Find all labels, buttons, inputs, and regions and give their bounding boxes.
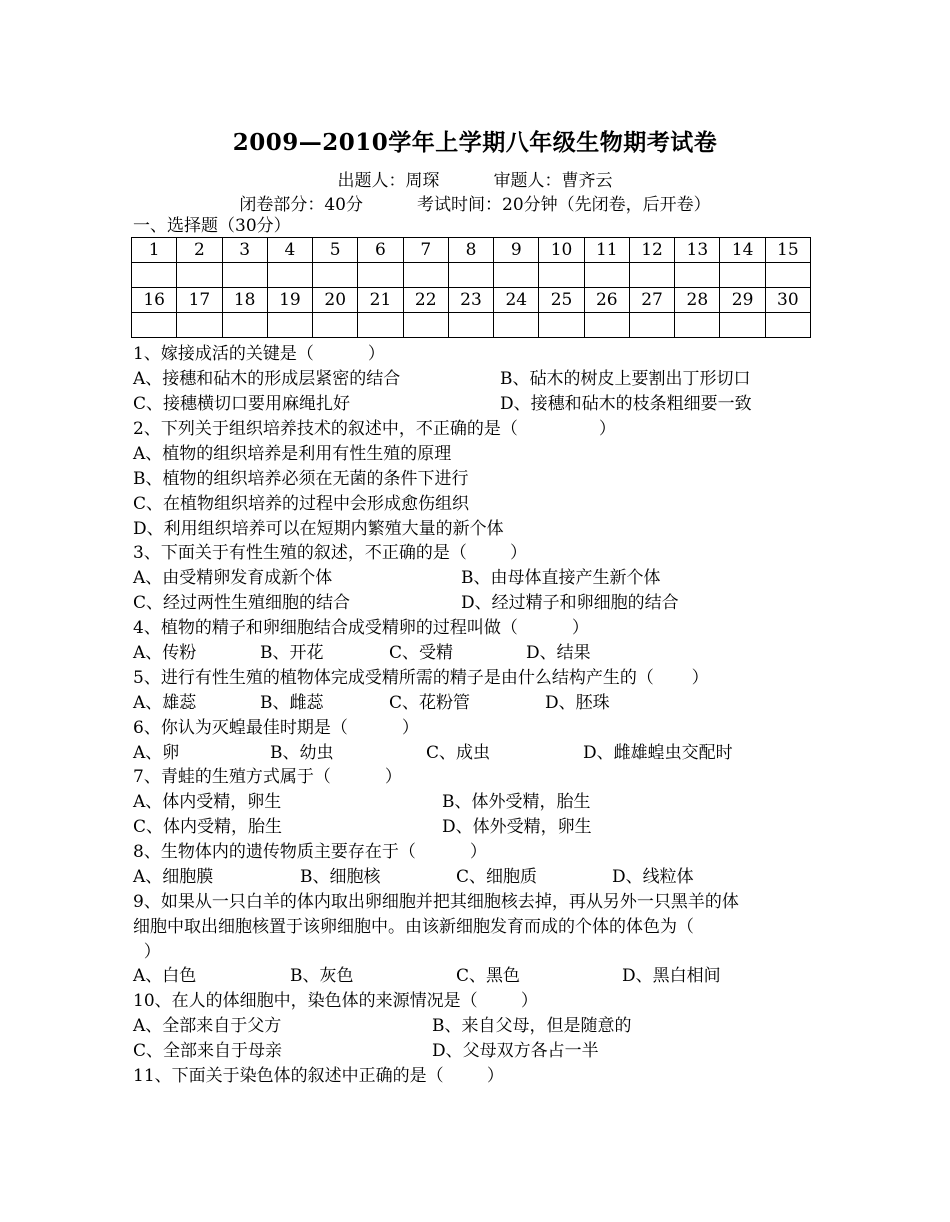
answer-number-cell: 25 [539,288,584,313]
option-a: A、传粉 [133,643,197,663]
option-c: C、经过两性生殖细胞的结合 [133,593,351,613]
answer-blank-cell[interactable] [222,313,267,338]
answer-number-cell: 17 [177,288,222,313]
question-stem-line: ） [133,942,161,962]
answer-blank-row [132,263,811,288]
question-stem: 10、在人的体细胞中，染色体的来源情况是（ ） [133,991,538,1011]
option-d: D、接穗和砧木的枝条粗细要一致 [500,394,752,414]
answer-blank-cell[interactable] [539,313,584,338]
answer-blank-cell[interactable] [675,313,720,338]
answer-number-cell: 6 [358,238,403,263]
option-b: B、雌蕊 [260,693,324,713]
exam-meta-line: 闭卷部分：40分 考试时间：20分钟（先闭卷，后开卷） [239,195,711,215]
answer-blank-cell[interactable] [132,263,177,288]
option-b: B、来自父母，但是随意的 [432,1016,632,1036]
answer-blank-cell[interactable] [629,313,674,338]
option-b: B、体外受精，胎生 [442,792,591,812]
option-d: D、父母双方各占一半 [432,1041,599,1061]
option-b: B、植物的组织培养必须在无菌的条件下进行 [133,469,469,489]
option-a: A、由受精卵发育成新个体 [133,568,333,588]
answer-number-row [132,238,811,263]
answer-number-cell: 15 [765,238,810,263]
answer-number-cell: 16 [132,288,177,313]
answer-number-cell: 18 [222,288,267,313]
answer-number-cell: 19 [267,288,312,313]
option-a: A、雄蕊 [133,693,197,713]
answer-blank-cell[interactable] [267,263,312,288]
option-b: B、灰色 [290,966,354,986]
option-c: C、细胞质 [456,867,538,887]
option-d: D、线粒体 [612,867,694,887]
answer-number-cell: 30 [765,288,810,313]
answer-blank-cell[interactable] [177,263,222,288]
answer-number-row [132,288,811,313]
option-c: C、成虫 [426,743,491,763]
option-b: B、开花 [260,643,324,663]
page-title: 2009—2010学年上学期八年级生物期考试卷 [232,129,718,156]
question-stem: 11、下面关于染色体的叙述中正确的是（ ） [133,1066,504,1086]
answer-blank-cell[interactable] [494,313,539,338]
option-d: D、黑白相间 [622,966,721,986]
answer-number-cell: 10 [539,238,584,263]
answer-blank-cell[interactable] [313,263,358,288]
question-stem: 7、青蛙的生殖方式属于（ ） [133,767,402,787]
option-d: D、体外受精，卵生 [442,817,592,837]
answer-number-cell: 24 [494,288,539,313]
answer-number-cell: 20 [313,288,358,313]
answer-blank-row [132,313,811,338]
answer-number-cell: 27 [629,288,674,313]
option-c: C、在植物组织培养的过程中会形成愈伤组织 [133,494,470,514]
answer-blank-cell[interactable] [629,263,674,288]
answer-number-cell: 14 [720,238,765,263]
answer-number-cell: 26 [584,288,629,313]
option-a: A、全部来自于父方 [133,1016,282,1036]
option-a: A、体内受精，卵生 [133,792,282,812]
option-c: C、黑色 [456,966,521,986]
answer-blank-cell[interactable] [448,263,493,288]
setters-line: 出题人：周琛 审题人：曹齐云 [337,171,613,191]
option-d: D、雌雄蝗虫交配时 [583,743,733,763]
answer-blank-cell[interactable] [358,313,403,338]
answer-blank-cell[interactable] [403,313,448,338]
answer-number-cell: 1 [132,238,177,263]
answer-number-cell: 28 [675,288,720,313]
answer-blank-cell[interactable] [177,313,222,338]
answer-number-cell: 9 [494,238,539,263]
answer-blank-cell[interactable] [765,263,810,288]
question-stem: 6、你认为灭蝗最佳时期是（ ） [133,718,419,738]
question-stem: 3、下面关于有性生殖的叙述，不正确的是（ ） [133,543,528,563]
option-b: B、细胞核 [300,867,381,887]
option-c: C、受精 [389,643,454,663]
option-b: B、砧木的树皮上要割出丁形切口 [500,369,751,389]
question-stem: 8、生物体内的遗传物质主要存在于（ ） [133,842,487,862]
answer-number-cell: 29 [720,288,765,313]
answer-blank-cell[interactable] [675,263,720,288]
answer-blank-cell[interactable] [403,263,448,288]
option-d: D、结果 [526,643,591,663]
answer-number-cell: 3 [222,238,267,263]
answer-number-cell: 11 [584,238,629,263]
option-a: A、细胞膜 [133,867,214,887]
answer-blank-cell[interactable] [584,313,629,338]
question-stem-line: 细胞中取出细胞核置于该卵细胞中。由该新细胞发育而成的个体的体色为（ [133,917,694,937]
answer-number-cell: 12 [629,238,674,263]
option-c: C、接穗横切口要用麻绳扎好 [133,394,351,414]
answer-number-cell: 7 [403,238,448,263]
answer-blank-cell[interactable] [765,313,810,338]
option-c: C、全部来自于母亲 [133,1041,283,1061]
question-stem: 4、植物的精子和卵细胞结合成受精卵的过程叫做（ ） [133,618,589,638]
question-stem: 5、进行有性生殖的植物体完成受精所需的精子是由什么结构产生的（ ） [133,668,709,688]
answer-blank-cell[interactable] [267,313,312,338]
option-d: D、经过精子和卵细胞的结合 [461,593,679,613]
answer-number-cell: 2 [177,238,222,263]
answer-blank-cell[interactable] [539,263,584,288]
option-b: B、由母体直接产生新个体 [461,568,661,588]
answer-blank-cell[interactable] [313,313,358,338]
question-stem: 2、下列关于组织培养技术的叙述中，不正确的是（ ） [133,419,616,439]
section-heading: 一、选择题（30分） [133,216,291,236]
answer-number-cell: 22 [403,288,448,313]
answer-blank-cell[interactable] [720,313,765,338]
answer-blank-cell[interactable] [720,263,765,288]
option-a: A、接穗和砧木的形成层紧密的结合 [133,369,401,389]
question-stem-line: 9、如果从一只白羊的体内取出卵细胞并把其细胞核去掉，再从另外一只黑羊的体 [133,892,739,912]
answer-number-cell: 13 [675,238,720,263]
option-d: D、胚珠 [545,693,610,713]
option-c: C、体内受精，胎生 [133,817,283,837]
option-a: A、卵 [133,743,180,763]
answer-table [131,237,811,338]
answer-blank-cell[interactable] [494,263,539,288]
answer-blank-cell[interactable] [448,313,493,338]
option-a: A、白色 [133,966,197,986]
answer-number-cell: 8 [448,238,493,263]
answer-blank-cell[interactable] [584,263,629,288]
answer-number-cell: 21 [358,288,403,313]
answer-blank-cell[interactable] [222,263,267,288]
option-a: A、植物的组织培养是利用有性生殖的原理 [133,444,452,464]
answer-blank-cell[interactable] [358,263,403,288]
answer-number-cell: 4 [267,238,312,263]
answer-number-cell: 23 [448,288,493,313]
option-c: C、花粉管 [389,693,471,713]
option-b: B、幼虫 [270,743,334,763]
question-stem: 1、嫁接成活的关键是（ ） [133,344,385,364]
answer-number-cell: 5 [313,238,358,263]
option-d: D、利用组织培养可以在短期内繁殖大量的新个体 [133,519,504,539]
answer-blank-cell[interactable] [132,313,177,338]
